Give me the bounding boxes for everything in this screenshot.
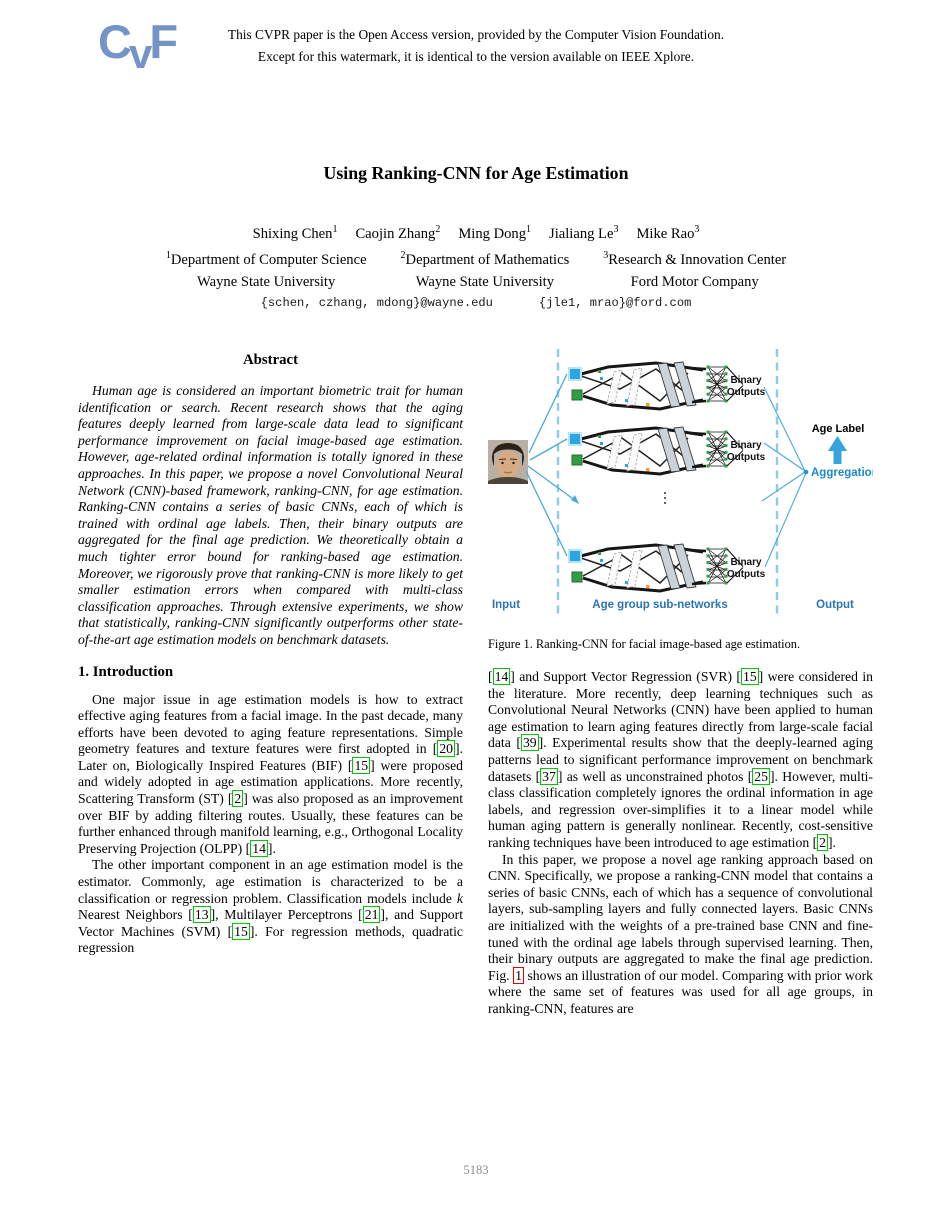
paragraph [78,692,463,858]
watermark-line1: This CVPR paper is the Open Access version, provided by the Computer Vision Foundation. [227,27,725,42]
citation-link[interactable]: 20 [439,741,454,757]
paragraph [488,669,873,852]
subnetwork-1 [569,362,743,409]
text-run: ] as well as unconstrained photos [ [557,768,753,784]
authors-row [0,226,952,243]
author-name: Ming Dong$^1$ [458,224,532,242]
text-run: ] were proposed and widely adopted in age estimation applications. More recently, Scattering Transform (ST) [ [78,757,463,807]
text-run: ] was also proposed as an improvement over BIF by adding filtering routes. Usually, these features can be further enhanced through manifold learning, e.g., Orthogonal Locality Preserving Projection (OLPP) [ [78,791,464,856]
text-run: ]. [267,840,276,856]
text-run: One major issue in age estimation models is how to extract effective aging features from a facial image. In the past decade, many efforts have been devoted to aging feature representations. Simple geometry features and texture features were first adopted in [ [78,691,463,757]
text-run: In this paper, we propose a novel age ranking approach based on CNN. Specifically, we propose a ranking-CNN model that contains a series of basic CNNs, each of which has a sequence of convolutional layers, sub-sampling layers and fully connected layers. Basic CNNs are initialized with the weights of a pre-trained base CNN and fine-tuned with the ordinal age labels through supervised learning. Then, their binary outputs are aggregated to make the final age prediction. Fig. [488,851,873,983]
text-run: ]. Later on, Biologically Inspired Features (BIF) [ [78,741,463,773]
watermark-notice [0,24,952,67]
text-run: k [456,890,463,906]
figure-input-label: Input [491,599,521,611]
author-affiliation-sup: 3 [613,224,619,236]
citation-link[interactable]: 15 [234,923,248,939]
page-title: Using Ranking-CNN for Age Estimation [323,163,629,183]
author-name: Jialiang Le$^3$ [549,224,619,242]
text-run: ]. Experimental results show that the deeply-learned aging patterns lead to significant performance improvement on benchmark datasets [ [488,735,873,784]
text-run: [ [488,669,493,684]
cvf-logo-letter-c: C [98,15,132,68]
citation-link[interactable]: 39 [522,735,537,751]
abstract-heading: Abstract [242,352,299,368]
binary-outputs-label-2a: Binary [730,440,762,451]
aggregation-node [804,470,809,475]
text-run: Nearest Neighbors [ [78,907,193,923]
cvf-logo-letter-f: F [149,15,179,68]
binary-outputs-label-1b: Outputs [726,387,766,398]
abstract-text: Human age is considered an important biometric trait for human identification or search. Recent research shows that the aging features deeply learned from large-scale data lead to significant performance improvement on facial image-based age estimation. However, age-related ordinal information is totally ignored in these approaches. In this paper, we propose a novel Convolutional Neural Network (CNN)-based framework, ranking-CNN, for age estimation. Ranking-CNN contains a series of basic CNNs, each of which is trained with ordinal age labels. Then, their binary outputs are aggregated for the final age prediction. We theoretically obtain a much tighter error bound for ranking-based age estimation. Moreover, we rigorously prove that ranking-CNN is more likely to get smaller estimation errors when compared with multi-class classification approaches. Through extensive experiments, we show that statistically, ranking-CNN significantly outperforms other state-of-the-art age estimation models on benchmark datasets. [78,383,463,647]
text-run: ] and Support Vector Regression (SVR) [ [510,669,741,684]
author-name: Caojin Zhang$^2$ [355,224,441,242]
citation-link[interactable]: 13 [194,907,209,923]
intro-paragraphs [78,692,463,958]
age-label-text: Age Label [811,423,865,435]
affiliation-institution: Ford Motor Company [630,274,759,290]
citation-link[interactable]: 2 [234,791,242,807]
up-arrow-icon [828,436,847,464]
affiliation-institution: Wayne State University [197,274,336,290]
ranking-cnn-diagram [488,345,873,623]
affiliation-dept: $^3$Research & Innovation Center [603,250,787,268]
author-affiliation-sup: 1 [332,224,338,236]
figure-caption: Figure 1. Ranking-CNN for facial image-based age estimation. [488,637,801,651]
section-heading-introduction: 1. Introduction [78,663,174,680]
affiliation [166,249,367,293]
subnetwork-3 [569,544,743,591]
affiliation-dept: $^2$Department of Mathematics [400,250,570,268]
left-column [78,352,463,957]
citation-link[interactable]: 25 [754,768,768,784]
aggregation-label: Aggregation [811,467,873,479]
author-affiliation-sup: 1 [526,224,532,236]
page-number: 5183 [463,1163,489,1177]
binary-outputs-label-3a: Binary [730,557,762,568]
text-run: ]. However, multi-class classification completely ignores the ordinal information in age labels, and regression over-simplifies it to a linear model while human aging pattern is generally nonlinear. Recently, cost-sensitive ranking techniques have been introduced to age estimation [ [488,768,873,850]
text-run: ], Multilayer Perceptrons [ [210,907,363,923]
email-group-ford: {jle1, mrao}@ford.com [538,296,692,310]
body-paragraphs-right [488,669,873,1017]
affiliation-dept: $^1$Department of Computer Science [165,250,367,268]
citation-link[interactable]: 37 [542,768,556,784]
citation-link[interactable]: 14 [494,669,509,684]
binary-outputs-label-1a: Binary [730,375,762,386]
input-fan-lines [526,374,576,556]
fan-arrowhead [571,495,579,504]
affiliation-institution: Wayne State University [415,274,555,290]
text-run: ]. For regression methods, quadratic regression [78,923,463,956]
watermark-line2: Except for this watermark, it is identical to the version available on IEEE Xplore. [257,48,695,64]
author-name: Mike Rao$^3$ [636,224,700,242]
binary-outputs-label-2b: Outputs [726,452,766,463]
input-face-image [488,440,528,484]
aggregation-fan-lines [762,387,806,567]
paragraph [78,857,463,957]
cvf-logo-letter-v: v [128,30,153,77]
text-run: shows an illustration of our model. Comparing with prior work where the same set of features was used for all age groups, in ranking-CNN, features are [488,967,873,1016]
affiliation [603,249,786,293]
citation-link[interactable]: 21 [364,907,379,923]
author-name: Shixing Chen$^1$ [252,224,338,242]
right-column [488,345,873,1017]
affiliation [401,249,570,293]
figure-1 [488,345,873,652]
author-affiliation-sup: 2 [435,224,441,236]
emails-row [0,296,952,310]
citation-link[interactable]: 2 [819,834,826,850]
subnetwork-2 [569,427,743,474]
text-run: The other important component in an age estimation model is the estimator. Commonly, age estimation is characterized to be a classification or regression problem. Classification models include [78,857,463,906]
affiliations-row [60,249,892,293]
figure-output-label: Output [816,599,854,611]
citation-link[interactable]: 15 [354,757,369,773]
figure-reference-link[interactable]: 1 [515,967,522,983]
text-run: ], and Support Vector Machines (SVM) [ [78,907,463,939]
binary-outputs-label-3b: Outputs [726,569,766,580]
citation-link[interactable]: 14 [252,840,266,856]
text-run: ]. [828,834,836,850]
paragraph [488,852,873,1018]
citation-link[interactable]: 15 [742,669,757,684]
author-affiliation-sup: 3 [694,224,700,236]
figure-subnetworks-label: Age group sub-networks [592,599,728,611]
ellipsis-dots [664,492,666,504]
email-group-wayne: {schen, czhang, mdong}@wayne.edu [260,296,493,310]
text-run: ] were considered in the literature. More recently, deep learning techniques such as Convolutional Neural Networks (CNN) have been applied to human age estimation to learn aging features directly from large-scale facial data [ [488,669,873,751]
